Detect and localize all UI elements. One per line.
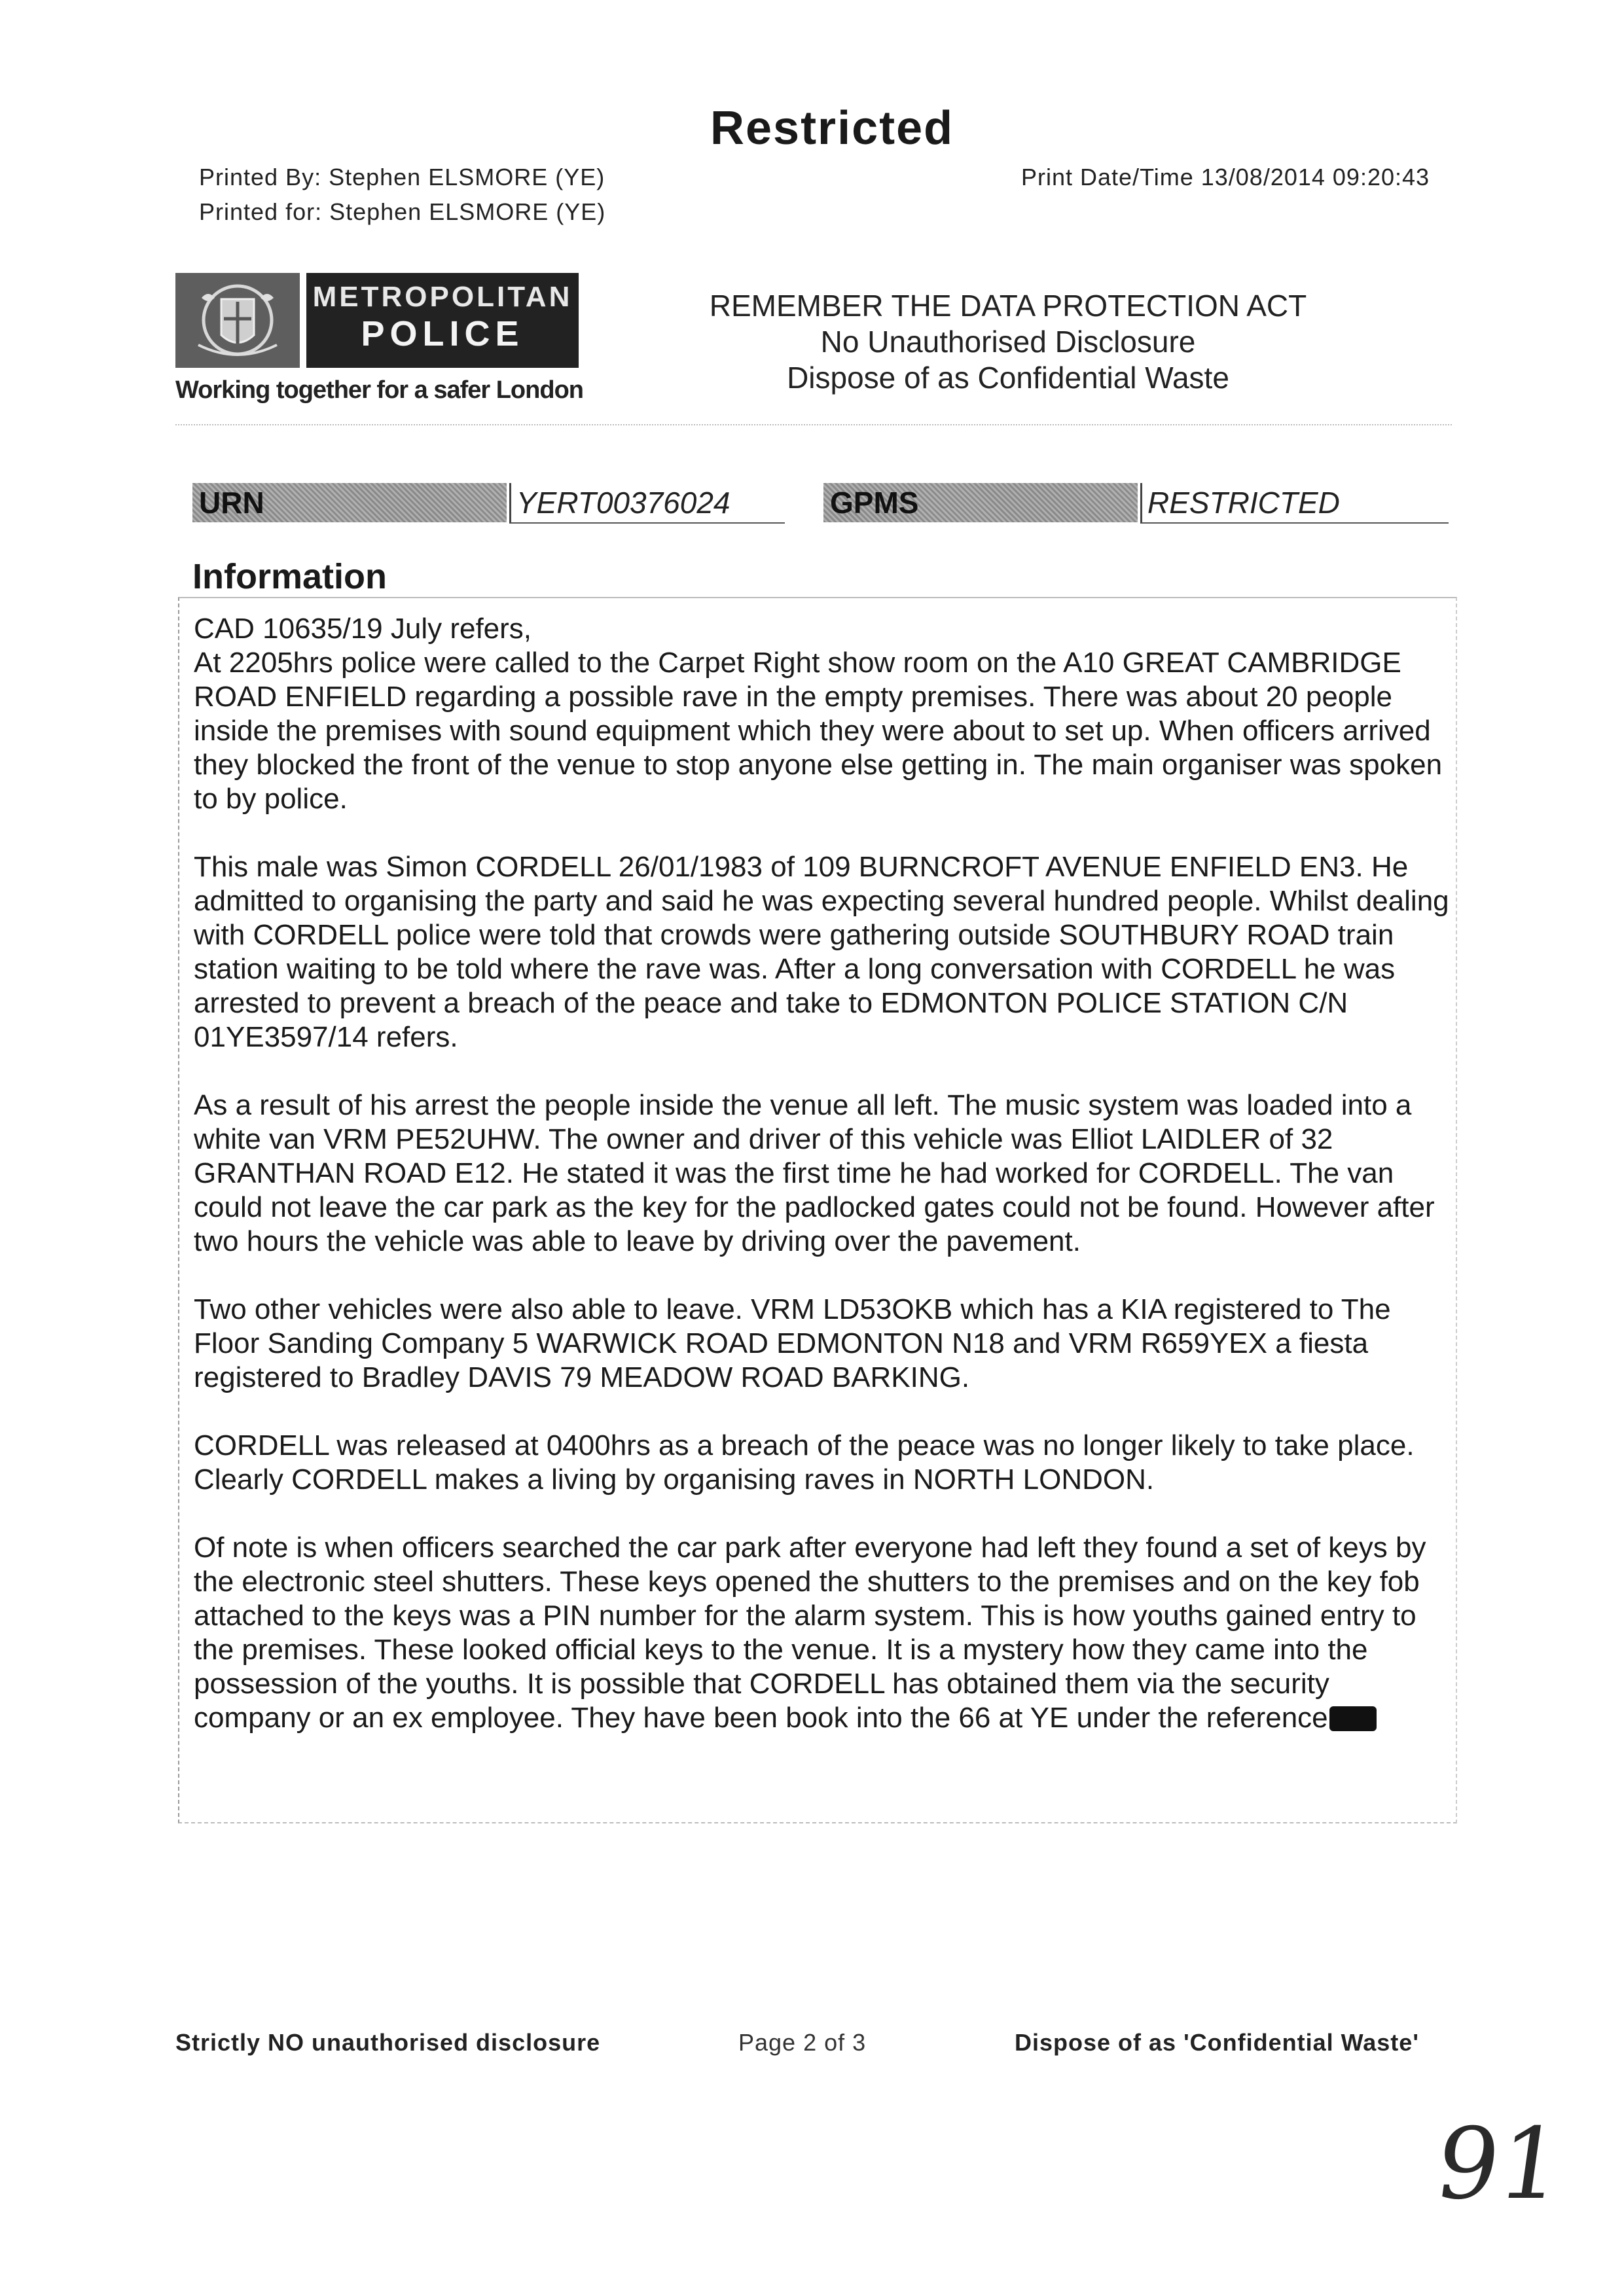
gpms-label: GPMS (823, 483, 1138, 522)
paragraph-other-vehicles: Two other vehicles were also able to leave. VRM LD53OKB which has a KIA registered to The Floor Sanding Company 5 WARWICK ROAD EDMONTON N18 and VRM R659YEX a fiesta registered to Bradley DAVIS 79 MEADOW ROAD BARKING. (194, 1293, 1391, 1393)
logo-slogan: Working together for a safer London (175, 376, 583, 404)
handwritten-page-number: 91 (1428, 2108, 1570, 2221)
reference-fields (192, 478, 1447, 530)
print-datetime: Print Date/Time 13/08/2014 09:20:43 (1021, 164, 1430, 190)
paragraph-call-details: At 2205hrs police were called to the Carpet Right show room on the A10 GREAT CAMBRIDGE ROAD ENFIELD regarding a possible rave in the empty premises. There was about 20 people inside the premises with sound equipment which they were about to set up. When officers arrived they blocked the front of the venue to stop anyone else getting in. The main organiser was spoken to by police. (194, 647, 1443, 815)
paragraph-cad-reference: CAD 10635/19 July refers, (194, 613, 532, 645)
dpa-notice-title: REMEMBER THE DATA PROTECTION ACT (709, 289, 1307, 323)
dpa-notice-dispose: Dispose of as Confidential Waste (787, 361, 1229, 395)
header-divider (175, 424, 1452, 425)
footer-disclosure: Strictly NO unauthorised disclosure (175, 2029, 601, 2056)
logo-line-metropolitan: METROPOLITAN (312, 281, 573, 313)
footer-dispose: Dispose of as 'Confidential Waste' (1015, 2029, 1419, 2056)
section-heading: Information (192, 557, 387, 596)
paragraph-keys-text: Of note is when officers searched the car park after everyone had left they found a set of keys by the electronic steel shutters. These keys opened the shutters to the premises and on the key fob attached to the keys was a PIN number for the alarm system. This is how youths gained entry to the premises. These looked official keys to the venue. It is a mystery how they came into the possession of the youths. It is possible that CORDELL has obtained them via the security company or an ex employee. They have been book into the 66 at YE under the reference (194, 1532, 1426, 1734)
paragraph-van: As a result of his arrest the people inside the venue all left. The music system was loaded into a white van VRM PE52UHW. The owner and driver of this vehicle was Elliot LAIDLER of 32 GRANTHAN ROAD E12. He stated it was the first time he had worked for CORDELL. The van could not leave the car park as the key for the padlocked gates could not be found. However after two hours the vehicle was able to leave by driving over the pavement. (194, 1089, 1435, 1257)
gpms-value: RESTRICTED (1140, 483, 1449, 524)
information-body (194, 612, 1451, 1735)
redaction-mark (1329, 1706, 1377, 1731)
urn-label: URN (192, 483, 507, 522)
printed-for: Printed for: Stephen ELSMORE (YE) (199, 198, 606, 225)
printed-by: Printed By: Stephen ELSMORE (YE) (199, 164, 605, 190)
logo-line-police: POLICE (361, 314, 524, 353)
police-crest-icon (175, 273, 300, 368)
paragraph-arrest: This male was Simon CORDELL 26/01/1983 of 109 BURNCROFT AVENUE ENFIELD EN3. He admitted to organising the party and said he was expecting several hundred people. Whilst dealing with CORDELL police were told that crowds were gathering outside SOUTHBURY ROAD train station waiting to be told where the rave was. After a long conversation with CORDELL he was arrested to prevent a breach of the peace and take to EDMONTON POLICE STATION C/N 01YE3597/14 refers. (194, 851, 1449, 1053)
met-police-logo (306, 273, 579, 368)
footer-page-number: Page 2 of 3 (738, 2029, 867, 2056)
paragraph-release: CORDELL was released at 0400hrs as a breach of the peace was no longer likely to take place. Clearly CORDELL makes a living by organising raves in NORTH LONDON. (194, 1429, 1415, 1496)
dpa-notice-disclosure: No Unauthorised Disclosure (820, 325, 1196, 359)
paragraph-keys (194, 1531, 1451, 1735)
urn-value: YERT00376024 (509, 483, 785, 524)
document-title: Restricted (710, 102, 954, 154)
